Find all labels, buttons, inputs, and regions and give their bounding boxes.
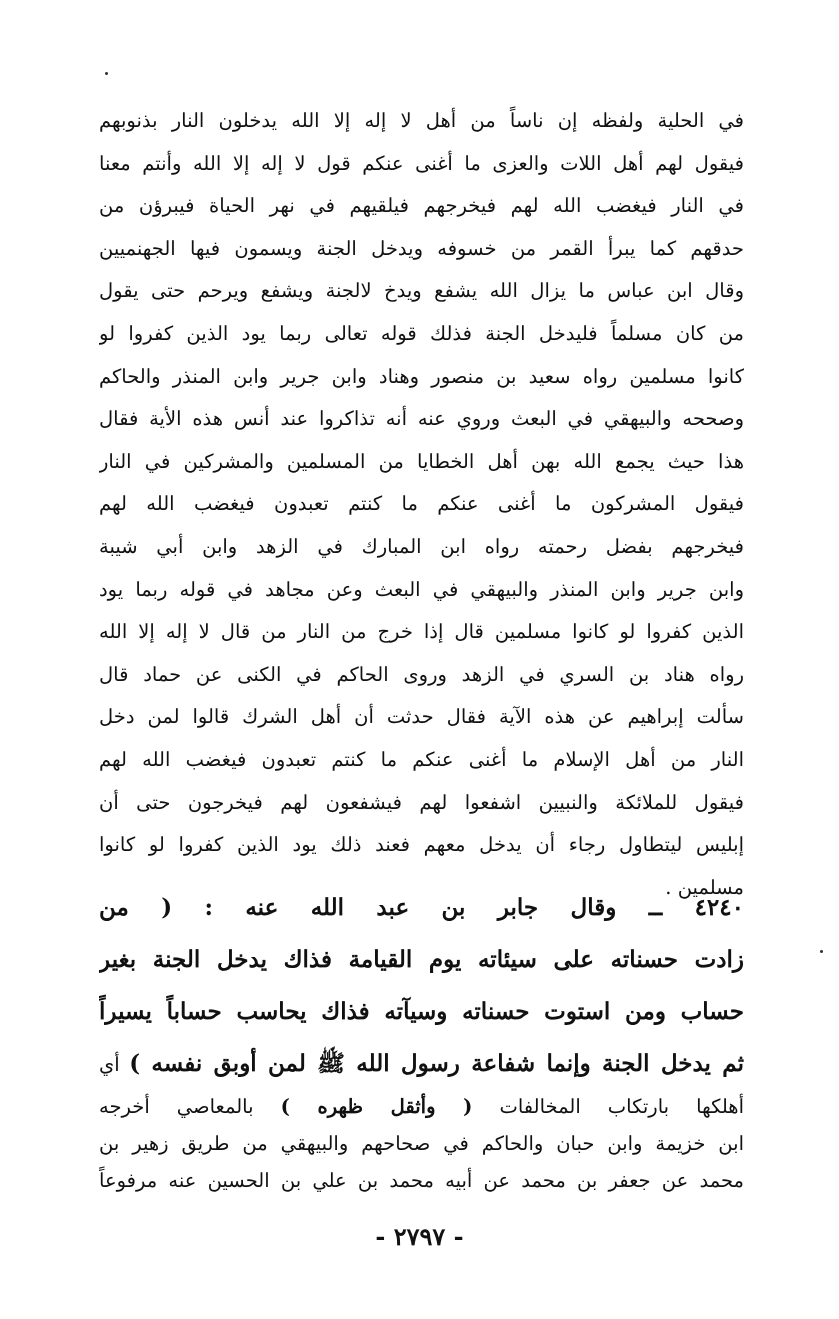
text-line: سألت إبراهيم عن هذه الآية فقال حدثت أن أهل الشرك قالوا لمن دخل	[99, 705, 744, 729]
text-line: وابن جرير وابن المنذر والبيهقي في البعث وعن مجاهد في قوله ربما يود	[99, 577, 744, 601]
text-line: وقال ابن عباس ما يزال الله يشفع ويدخ لالجنة ويشفع ويرحم حتى يقول	[99, 279, 744, 303]
text-line: رواه هناد بن السري في الزهد وروى الحاكم في الكنى عن حماد قال	[99, 662, 744, 686]
text-line: فيخرجهم بفضل رحمته رواه ابن المبارك في الزهد وابن أبي شيبة	[99, 534, 744, 558]
text-line: إبليس ليتطاول رجاء أن يدخل معهم فعند ذلك يود الذين كفروا لو كانوا	[99, 833, 744, 857]
hadith-line-bold: ثم يدخل الجنة وإنما شفاعة رسول الله ﷺ لمن أوبق نفسه )	[129, 1050, 744, 1077]
paragraph-continuation	[99, 100, 744, 909]
text-line: فيقول المشركون ما أغنى عنكم ما كنتم تعبدون فيغضب الله لهم	[99, 492, 744, 516]
hadith-line	[99, 1038, 744, 1090]
text-line: فيقول لهم أهل اللات والعزى ما أغنى عنكم قول لا إله إلا الله وأنتم معنا	[99, 151, 744, 175]
commentary-line: محمد عن جعفر بن محمد عن أبيه محمد بن علي بن الحسين عنه مرفوعاً	[99, 1169, 744, 1192]
commentary-text: بالمعاصي أخرجه	[99, 1095, 281, 1118]
hadith-line: زادت حسناته على سيئاته يوم القيامة فذاك يدخل الجنة بغير	[99, 946, 744, 973]
commentary-line: ابن خزيمة وابن حبان والحاكم في صحاحهم والبيهقي من طريق زهير بن	[99, 1132, 744, 1155]
text-line: في الحلية ولفظه إن ناساً من أهل لا إله إلا الله يدخلون النار بذنوبهم	[99, 109, 744, 132]
hadith-line: ٤٢٤٠ ــ وقال جابر بن عبد الله عنه : ( من	[99, 894, 744, 921]
commentary	[99, 1088, 744, 1199]
commentary-line	[99, 1088, 744, 1125]
text-line: كانوا مسلمين رواه سعيد بن منصور وهناد وابن جرير وابن المنذر والحاكم	[99, 364, 744, 388]
text-line: مسلمين .	[665, 875, 744, 899]
margin-speck	[820, 950, 823, 953]
margin-speck	[105, 72, 108, 75]
text-line: الذين كفروا لو كانوا مسلمين قال إذا خرج من النار من قال لا إله إلا الله	[99, 620, 744, 644]
quoted-phrase: ( وأثقل ظهره )	[280, 1095, 473, 1118]
commentary-text: أهلكها بارتكاب المخالفات	[472, 1095, 744, 1118]
text-line: وصححه والبيهقي في البعث وروي عنه أنه تذاكروا عند أنس هذه الأية فقال	[99, 407, 744, 431]
text-line: فيقول للملائكة والنبيين اشفعوا لهم فيشفعون لهم فيخرجون حتى أن	[99, 790, 744, 814]
text-line: حدقهم كما يبرأ القمر من خسوفه ويدخل الجنة ويسمون فيها الجهنميين	[99, 236, 744, 260]
page-number: - ٢٧٩٧ -	[375, 1222, 464, 1251]
text-line: في النار فيغضب الله لهم فيخرجهم فيلقيهم في نهر الحياة فيبرؤن من	[99, 194, 744, 218]
text-line: النار من أهل الإسلام ما أغنى عنكم ما كنتم تعبدون فيغضب الله لهم	[99, 747, 744, 771]
hadith-line: حساب ومن استوت حسناته وسيآته فذاك يحاسب حساباً يسيراً	[99, 998, 744, 1025]
text-line: هذا حيث يجمع الله بهن أهل الخطايا من المسلمين والمشركين في النار	[99, 449, 744, 473]
hadith-text	[99, 882, 744, 1090]
commentary-start: أي	[99, 1053, 130, 1076]
text-line: من كان مسلماً فليدخل الجنة فذلك قوله تعالى ربما يود الذين كفروا لو	[99, 321, 744, 345]
